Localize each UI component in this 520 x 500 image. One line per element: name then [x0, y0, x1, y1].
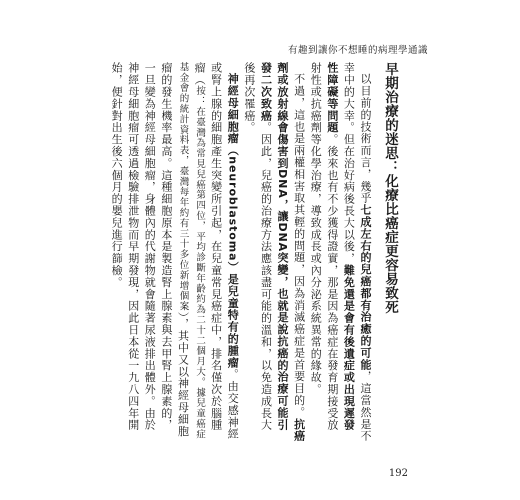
section-body — [108, 62, 374, 442]
paragraph — [240, 62, 306, 442]
bold-text: 神經母細胞瘤（neuroblastoma）是兒童特有的腫瘤 — [226, 73, 240, 369]
vertical-text-block — [110, 62, 400, 442]
body-text: 以目前的技術而言，幾乎 — [359, 73, 372, 204]
page-number: 192 — [388, 468, 408, 479]
body-text: ），其中又以神經母細胞瘤的發生機率最高。這種細胞原本是製造腎上腺素與去甲腎上腺素的，一旦變為神經母細胞瘤，身體內的代謝物就會隨著尿液排出體外。由於神經母細胞瘤可透過檢驗排泄物而早期發現，因此日本從一九八四年開始，便針對出生後六個月的嬰兒進行篩檢。 — [110, 62, 190, 438]
body-text: 。由交感神經或腎上腺的細胞產生突變所引起，在兒童常見癌症中，排名僅次於腦腫瘤（ — [193, 62, 240, 440]
paragraph — [108, 62, 241, 442]
body-text: 不過，這也是兩權相害取其輕的問題，因為消滅癌症是首要目的。 — [292, 73, 306, 419]
translator-note: 按：在臺灣為常見兒癌第四位，平均診斷年齡約為二十二個月大。據兒童癌症基金會的統計資料表，臺灣每年約有三十多位新增個案 — [177, 62, 206, 440]
section-heading: 早期治療的迷思：化療比癌症更容易致死 — [382, 62, 398, 314]
bold-text: 抗癌劑或放射線會傷害到DNA，讓DNA突變，也就是說抗癌的治療可能引發二次致癌 — [259, 62, 306, 442]
bold-text: 難免還是會有後遺症或出現遲發性障礙等問題 — [325, 62, 356, 431]
bold-text: 七成左右的兒癌都有治癒的可能 — [359, 203, 372, 371]
body-text: ，這當然是不幸中的大幸。但在治好病後長大以後， — [342, 62, 372, 442]
body-text: 。因此，兒癌的治療方法應該盡可能的溫和，以免造成長大後再次罹癌。 — [242, 62, 273, 431]
body-text: 。後來也有不少獲得證實，那是因為癌症在發育期接受放射性或抗癌劑等化學治療，導致成長或內分泌系統異常的緣故。 — [309, 62, 339, 431]
paragraph — [307, 62, 373, 442]
running-header: 有趣到讓你不想睡的病理學通識 — [287, 45, 428, 56]
